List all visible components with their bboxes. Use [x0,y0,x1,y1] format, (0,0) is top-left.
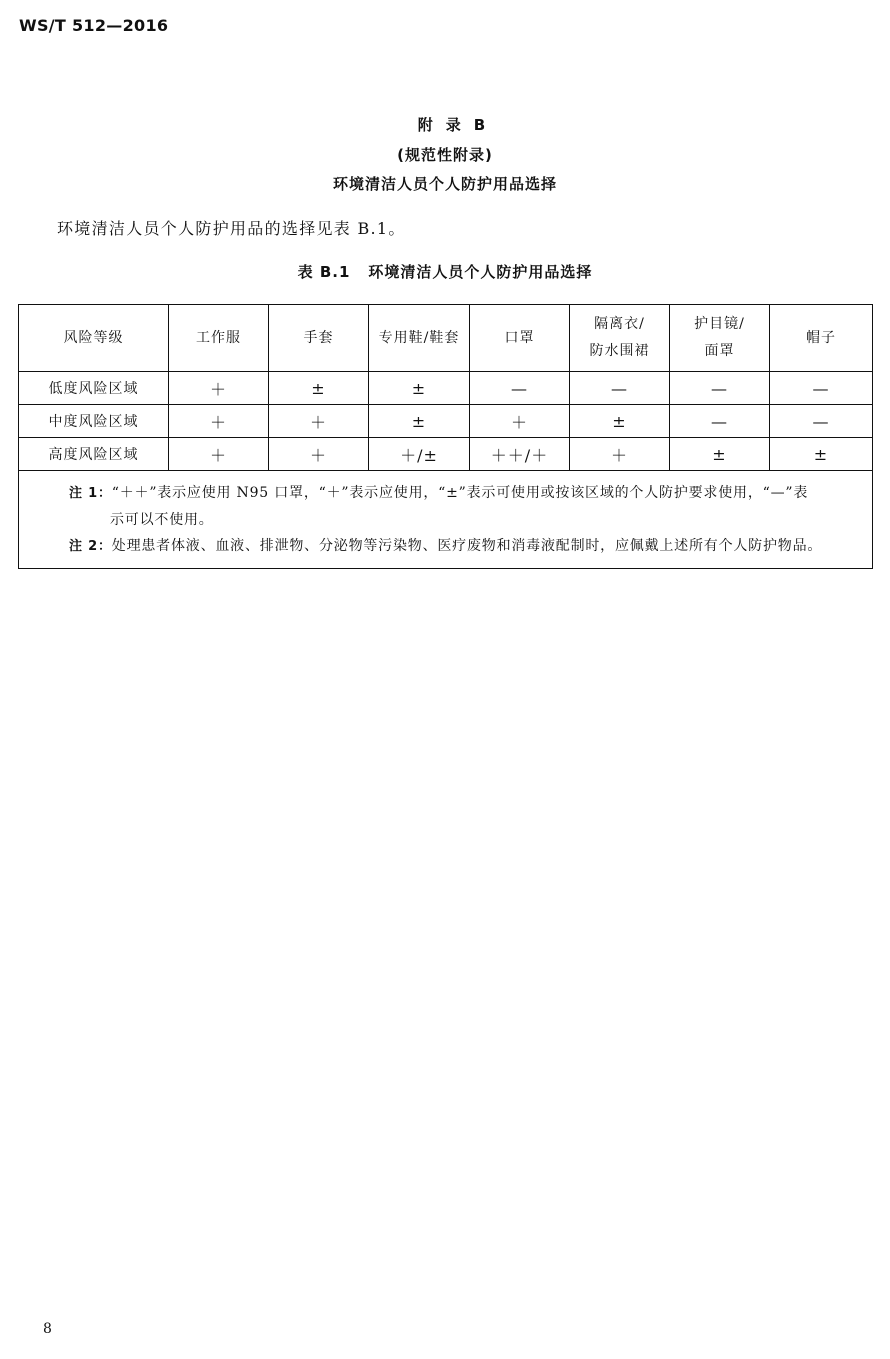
note-1-label: 注 1： [69,486,112,501]
note-1-text: “＋＋”表示应使用 N95 口罩，“＋”表示应使用，“±”表示可使用或按该区域的个人防护要求使用，“—”表 [111,485,809,501]
header-goggles: 护目镜/ 面罩 [670,305,770,372]
header-gown: 隔离衣/ 防水围裙 [570,305,670,372]
note-2 [69,533,862,560]
table-cell: ＋ [169,405,269,438]
header-work-clothes: 工作服 [169,305,269,372]
note-2-label: 注 2： [69,539,112,554]
table-row [19,405,873,438]
table-cell: ± [369,372,470,405]
header-risk-level: 风险等级 [19,305,169,372]
table-cell: — [570,372,670,405]
header-shoes: 专用鞋/鞋套 [369,305,470,372]
header-gloves: 手套 [269,305,369,372]
table-cell: ± [770,438,873,471]
table-notes [19,471,873,569]
header-cap: 帽子 [770,305,873,372]
table-cell: ＋ [470,405,570,438]
standard-code: WS/T 512—2016 [19,16,169,35]
table-cell: — [670,372,770,405]
table-cell: ± [269,372,369,405]
appendix-title: 附录B [417,116,499,134]
table-cell: — [770,372,873,405]
risk-level-cell: 低度风险区域 [19,372,169,405]
table-notes-row [19,471,873,569]
note-1-continuation: 示可以不使用。 [110,512,214,528]
risk-level-cell: 高度风险区域 [19,438,169,471]
appendix-type: (规范性附录) [397,146,493,164]
header-mask: 口罩 [470,305,570,372]
table-row [19,372,873,405]
intro-paragraph: 环境清洁人员个人防护用品的选择见表 B.1。 [57,219,406,238]
table-row [19,438,873,471]
table-cell: ＋＋/＋ [470,438,570,471]
table-cell: — [470,372,570,405]
table-cell: ＋ [269,438,369,471]
table-cell: ＋ [570,438,670,471]
table-cell: ＋/± [369,438,470,471]
table-cell: — [670,405,770,438]
table-cell: ＋ [169,372,269,405]
risk-level-cell: 中度风险区域 [19,405,169,438]
table-cell: ＋ [269,405,369,438]
table-cell: — [770,405,873,438]
table-cell: ± [369,405,470,438]
ppe-selection-table [18,304,873,569]
appendix-name: 环境清洁人员个人防护用品选择 [332,175,557,193]
page-number: 8 [43,1321,52,1337]
table-caption-title: 环境清洁人员个人防护用品选择 [368,263,593,281]
table-cell: ± [670,438,770,471]
table-caption [0,261,890,282]
table-caption-id: 表 B.1 [297,263,351,281]
table-cell: ＋ [169,438,269,471]
table-header-row [19,305,873,372]
table-cell: ± [570,405,670,438]
note-1 [69,480,862,507]
note-2-text: 处理患者体液、血液、排泄物、分泌物等污染物、医疗废物和消毒液配制时，应佩戴上述所有个人防护物品。 [111,538,823,554]
